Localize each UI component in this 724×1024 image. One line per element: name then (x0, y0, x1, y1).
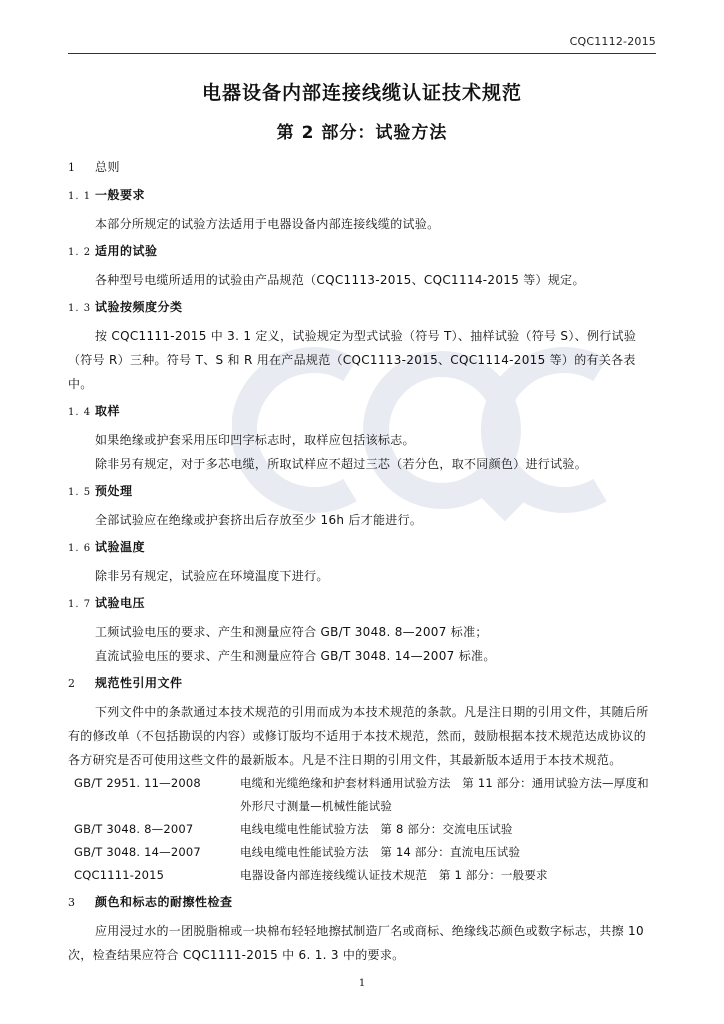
paragraph: 全部试验应在绝缘或护套挤出后存放至少 16h 后才能进行。 (95, 513, 423, 527)
normative-references-list (68, 772, 658, 887)
paragraph: 除非另有规定，对于多芯电缆，所取试样应不超过三芯（若分色，取不同颜色）进行试验。 (95, 457, 588, 471)
paragraph: 应用浸过水的一团脱脂棉或一块棉布轻轻地擦拭制造厂名或商标、绝缘线芯颜色或数字标志，共擦 10 次，检查结果应符合 CQC1111-2015 中 6. 1. 3 中的要求。 (68, 924, 644, 962)
section-title: 取样 (95, 404, 121, 418)
section-title: 试验温度 (95, 540, 146, 554)
reference-code: GB/T 2951. 11—2008 (74, 776, 201, 790)
section-1-heading (68, 158, 658, 180)
paragraph: 本部分所规定的试验方法适用于电器设备内部连接线缆的试验。 (95, 217, 440, 231)
reference-item (68, 841, 658, 864)
page-number: 1 (358, 978, 366, 989)
document-code: CQC1112-2015 (569, 35, 656, 48)
section-1-3-heading (68, 298, 658, 320)
document-body (68, 152, 658, 971)
reference-title: 电线电缆电性能试验方法 第 8 部分：交流电压试验 (240, 822, 513, 836)
reference-title: 电器设备内部连接线缆认证技术规范 第 1 部分：一般要求 (240, 868, 548, 882)
reference-title: 电线电缆电性能试验方法 第 14 部分：直流电压试验 (240, 845, 521, 859)
section-title: 适用的试验 (95, 244, 158, 258)
document-subtitle: 第 2 部分：试验方法 (276, 123, 448, 143)
section-number: 1. 5 (68, 487, 92, 498)
document-title: 电器设备内部连接线缆认证技术规范 (201, 82, 522, 104)
section-title: 试验电压 (95, 596, 146, 610)
section-title: 规范性引用文件 (95, 676, 183, 690)
reference-item (68, 864, 658, 887)
section-title: 预处理 (95, 484, 133, 498)
section-3-heading (68, 893, 658, 915)
reference-item (68, 818, 658, 841)
section-number: 1. 2 (68, 247, 92, 258)
section-number: 1 (68, 161, 75, 174)
section-title: 颜色和标志的耐擦性检查 (95, 895, 233, 909)
section-number: 1. 7 (68, 599, 92, 610)
reference-title: 电缆和光缆绝缘和护套材料通用试验方法 第 11 部分：通用试验方法—厚度和外形尺寸测量—机械性能试验 (240, 776, 649, 813)
paragraph: 按 CQC1111-2015 中 3. 1 定义，试验规定为型式试验（符号 T）、抽样试验（符号 S）、例行试验（符号 R）三种。符号 T、S 和 R 用在产品规范（CQC1113-2015、CQC1114-2015 等）的有关各表中。 (68, 329, 637, 391)
paragraph: 如果绝缘或护套采用压印凹字标志时，取样应包括该标志。 (95, 433, 415, 447)
section-1-1-heading (68, 186, 658, 208)
reference-code: GB/T 3048. 8—2007 (74, 822, 194, 836)
section-2-heading (68, 674, 658, 696)
section-number: 1. 4 (68, 407, 92, 418)
reference-code: GB/T 3048. 14—2007 (74, 845, 201, 859)
section-1-5-heading (68, 482, 658, 504)
section-title: 一般要求 (95, 188, 146, 202)
section-1-2-heading (68, 242, 658, 264)
reference-code: CQC1111-2015 (74, 868, 165, 882)
paragraph: 直流试验电压的要求、产生和测量应符合 GB/T 3048. 14—2007 标准。 (95, 649, 496, 663)
section-number: 1. 3 (68, 303, 92, 314)
section-1-6-heading (68, 538, 658, 560)
paragraph: 下列文件中的条款通过本技术规范的引用而成为本技术规范的条款。凡是注日期的引用文件，其随后所有的修改单（不包括勘误的内容）或修订版均不适用于本技术规范，然而，鼓励根据本技术规范达成协议的各方研究是否可使用这些文件的最新版本。凡是不注日期的引用文件，其最新版本适用于本技术规范。 (68, 705, 649, 767)
section-1-7-heading (68, 594, 658, 616)
section-title: 试验按频度分类 (95, 300, 183, 314)
section-number: 3 (68, 896, 75, 909)
section-number: 1. 6 (68, 543, 92, 554)
section-number: 2 (68, 677, 75, 690)
paragraph: 各种型号电缆所适用的试验由产品规范（CQC1113-2015、CQC1114-2015 等）规定。 (95, 273, 585, 287)
section-1-4-heading (68, 402, 658, 424)
paragraph: 工频试验电压的要求、产生和测量应符合 GB/T 3048. 8—2007 标准； (95, 625, 488, 639)
header-rule (68, 53, 656, 54)
section-title: 总则 (95, 160, 121, 174)
section-number: 1. 1 (68, 191, 92, 202)
reference-item (68, 772, 658, 818)
paragraph: 除非另有规定，试验应在环境温度下进行。 (95, 569, 329, 583)
